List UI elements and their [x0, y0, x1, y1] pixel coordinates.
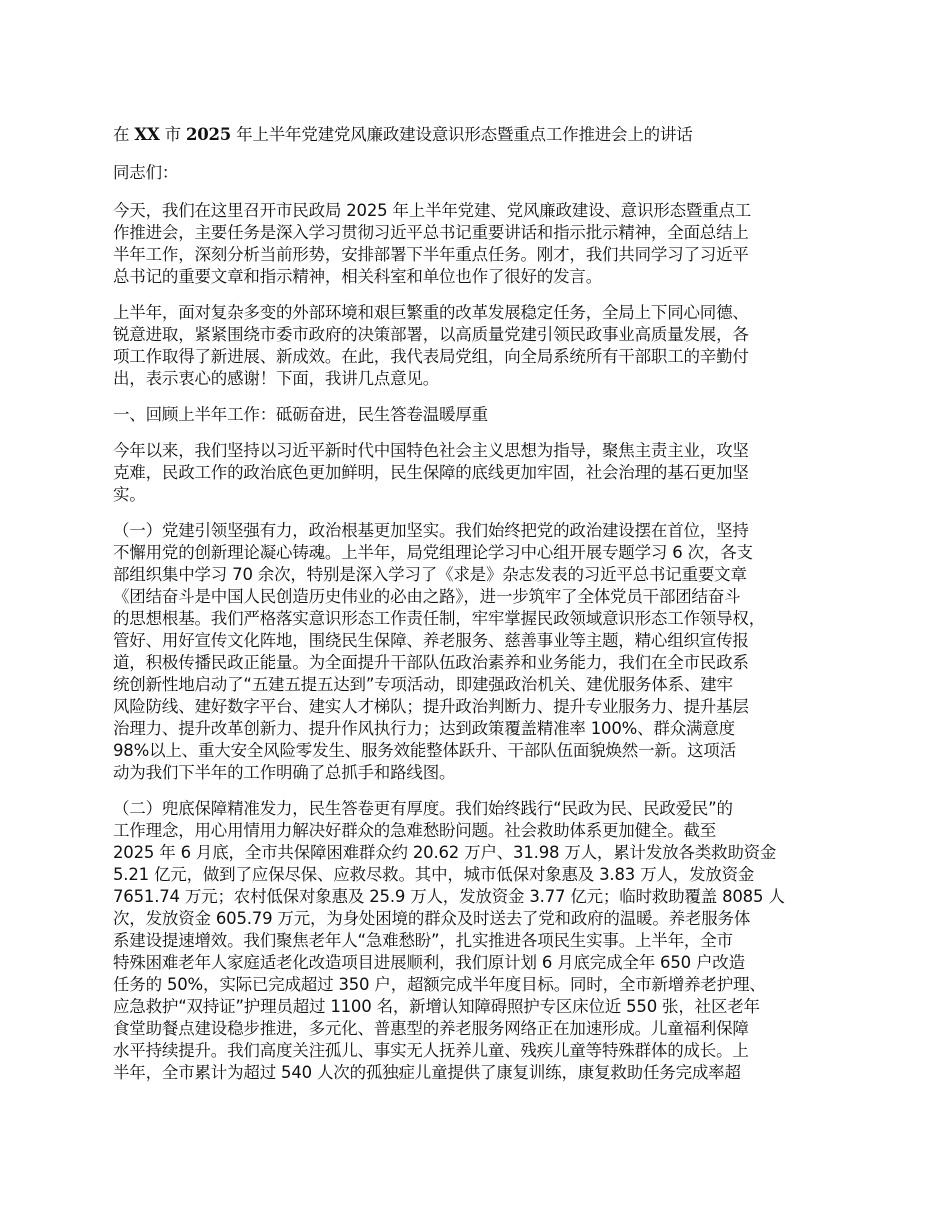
text-line: 今天，我们在这里召开市民政局 2025 年上半年党建、党风廉政建设、意识形态暨重点工 [113, 201, 752, 220]
section-heading [113, 404, 873, 426]
text-line: 特殊困难老年人家庭适老化改造项目进展顺利，我们原计划 6 月底完成全年 650 户改造 [113, 953, 745, 972]
text-line: 统创新性地启动了“五建五提五达到”专项活动，即建强政治机关、建优服务体系、建牢 [113, 675, 733, 694]
text-line: 今年以来，我们坚持以习近平新时代中国特色社会主义思想为指导，聚焦主责主业，攻坚 [113, 441, 749, 460]
text-line: 任务的 50%，实际已完成超过 350 户，超额完成半年度目标。同时，全市新增养老护理、 [113, 975, 766, 994]
text-line: 动为我们下半年的工作明确了总抓手和路线图。 [113, 763, 456, 782]
text-line: 克难，民政工作的政治底色更加鲜明，民生保障的底线更加牢固，社会治理的基石更加坚 [113, 463, 749, 482]
text-line: 锐意进取，紧紧围绕市委市政府的决策部署，以高质量党建引领民政事业高质量发展，各 [113, 325, 749, 344]
text-line: 水平持续提升。我们高度关注孤儿、事实无人抚养儿童、残疾儿童等特殊群体的成长。上 [113, 1041, 749, 1060]
document-body [113, 200, 873, 1084]
text-line: 总书记的重要文章和指示精神，相关科室和单位也作了很好的发言。 [113, 267, 603, 286]
text-line: （一）党建引领坚强有力，政治根基更加坚实。我们始终把党的政治建设摆在首位，坚持 [113, 521, 749, 540]
text-line: 道，积极传播民政正能量。为全面提升干部队伍政治素养和业务能力，我们在全市民政系 [113, 653, 749, 672]
text-line: 上半年，面对复杂多变的外部环境和艰巨繁重的改革发展稳定任务，全局上下同心同德、 [113, 303, 749, 322]
document-title [113, 124, 873, 146]
text-line: 管好、用好宣传文化阵地，围绕民生保障、养老服务、慈善事业等主题，精心组织宣传报 [113, 631, 749, 650]
paragraph [113, 200, 873, 288]
text-line: 作推进会，主要任务是深入学习贯彻习近平总书记重要讲话和指示批示精神，全面总结上 [113, 223, 749, 242]
text-line: 实。 [113, 485, 146, 504]
text-line: 项工作取得了新进展、新成效。在此，我代表局党组，向全局系统所有干部职工的辛勤付 [113, 347, 749, 366]
title-part: 市 [159, 125, 186, 144]
text-line: 98%以上、重大安全风险零发生、服务效能整体跃升、干部队伍面貌焕然一新。这项活 [113, 741, 736, 760]
paragraph [113, 302, 873, 390]
text-line: 部组织集中学习 70 余次，特别是深入学习了《求是》杂志发表的习近平总书记重要文章 [113, 565, 747, 584]
text-line: （二）兜底保障精准发力，民生答卷更有厚度。我们始终践行“民政为民、民政爱民”的 [113, 799, 733, 818]
text-line: 次，发放资金 605.79 万元，为身处困境的群众及时送去了党和政府的温暖。养老服务体 [113, 909, 751, 928]
paragraph [113, 520, 873, 784]
title-part: 2025 [185, 125, 232, 144]
text-line: 不懈用党的创新理论凝心铸魂。上半年，局党组理论学习中心组开展专题学习 6 次，各支 [113, 543, 753, 562]
text-line: 的思想根基。我们严格落实意识形态工作责任制，牢牢掌握民政领域意识形态工作领导权， [113, 609, 766, 628]
text-line: 工作理念，用心用情用力解决好群众的急难愁盼问题。社会救助体系更加健全。截至 [113, 821, 717, 840]
text-line: 2025 年 6 月底，全市共保障困难群众约 20.62 万户、31.98 万人，累计发放各类救助资金 [113, 843, 777, 862]
text-line: 系建设提速增效。我们聚焦老年人“急难愁盼”，扎实推进各项民生实事。上半年，全市 [113, 931, 733, 950]
paragraph [113, 798, 873, 1084]
text-line: 出，表示衷心的感谢！下面，我讲几点意见。 [113, 369, 440, 388]
text-line: 《团结奋斗是中国人民创造历史伟业的必由之路》，进一步筑牢了全体党员干部团结奋斗 [113, 587, 741, 606]
document-page [113, 124, 873, 1098]
title-part: 在 [113, 125, 135, 144]
text-line: 7651.74 万元；农村低保对象惠及 25.9 万人，发放资金 3.77 亿元；临时救助覆盖 8085 人 [113, 887, 785, 906]
salutation: 同志们： [113, 163, 179, 182]
text-line: 5.21 亿元，做到了应保尽保、应救尽救。其中，城市低保对象惠及 3.83 万人，发放资金 [113, 865, 755, 884]
title-part: 年上半年党建党风廉政建设意识形态暨重点工作推进会上的讲话 [231, 125, 693, 144]
text-line: 半年，全市累计为超过 540 人次的孤独症儿童提供了康复训练，康复救助任务完成率超 [113, 1063, 741, 1082]
text-line: 半年工作，深刻分析当前形势，安排部署下半年重点任务。刚才，我们共同学习了习近平 [113, 245, 749, 264]
paragraph [113, 440, 873, 506]
text-line: 食堂助餐点建设稳步推进，多元化、普惠型的养老服务网络正在加速形成。儿童福利保障 [113, 1019, 749, 1038]
text-line: 一、回顾上半年工作：砥砺奋进，民生答卷温暖厚重 [113, 405, 488, 424]
title-part: XX [134, 125, 160, 144]
text-line: 应急救护“双持证”护理员超过 1100 名，新增认知障碍照护专区床位近 550 张，社区老年 [113, 997, 760, 1016]
text-line: 治理力、提升改革创新力、提升作风执行力；达到政策覆盖精准率 100%、群众满意度 [113, 719, 735, 738]
text-line: 风险防线、建好数字平台、建实人才梯队；提升政治判断力、提升专业服务力、提升基层 [113, 697, 749, 716]
